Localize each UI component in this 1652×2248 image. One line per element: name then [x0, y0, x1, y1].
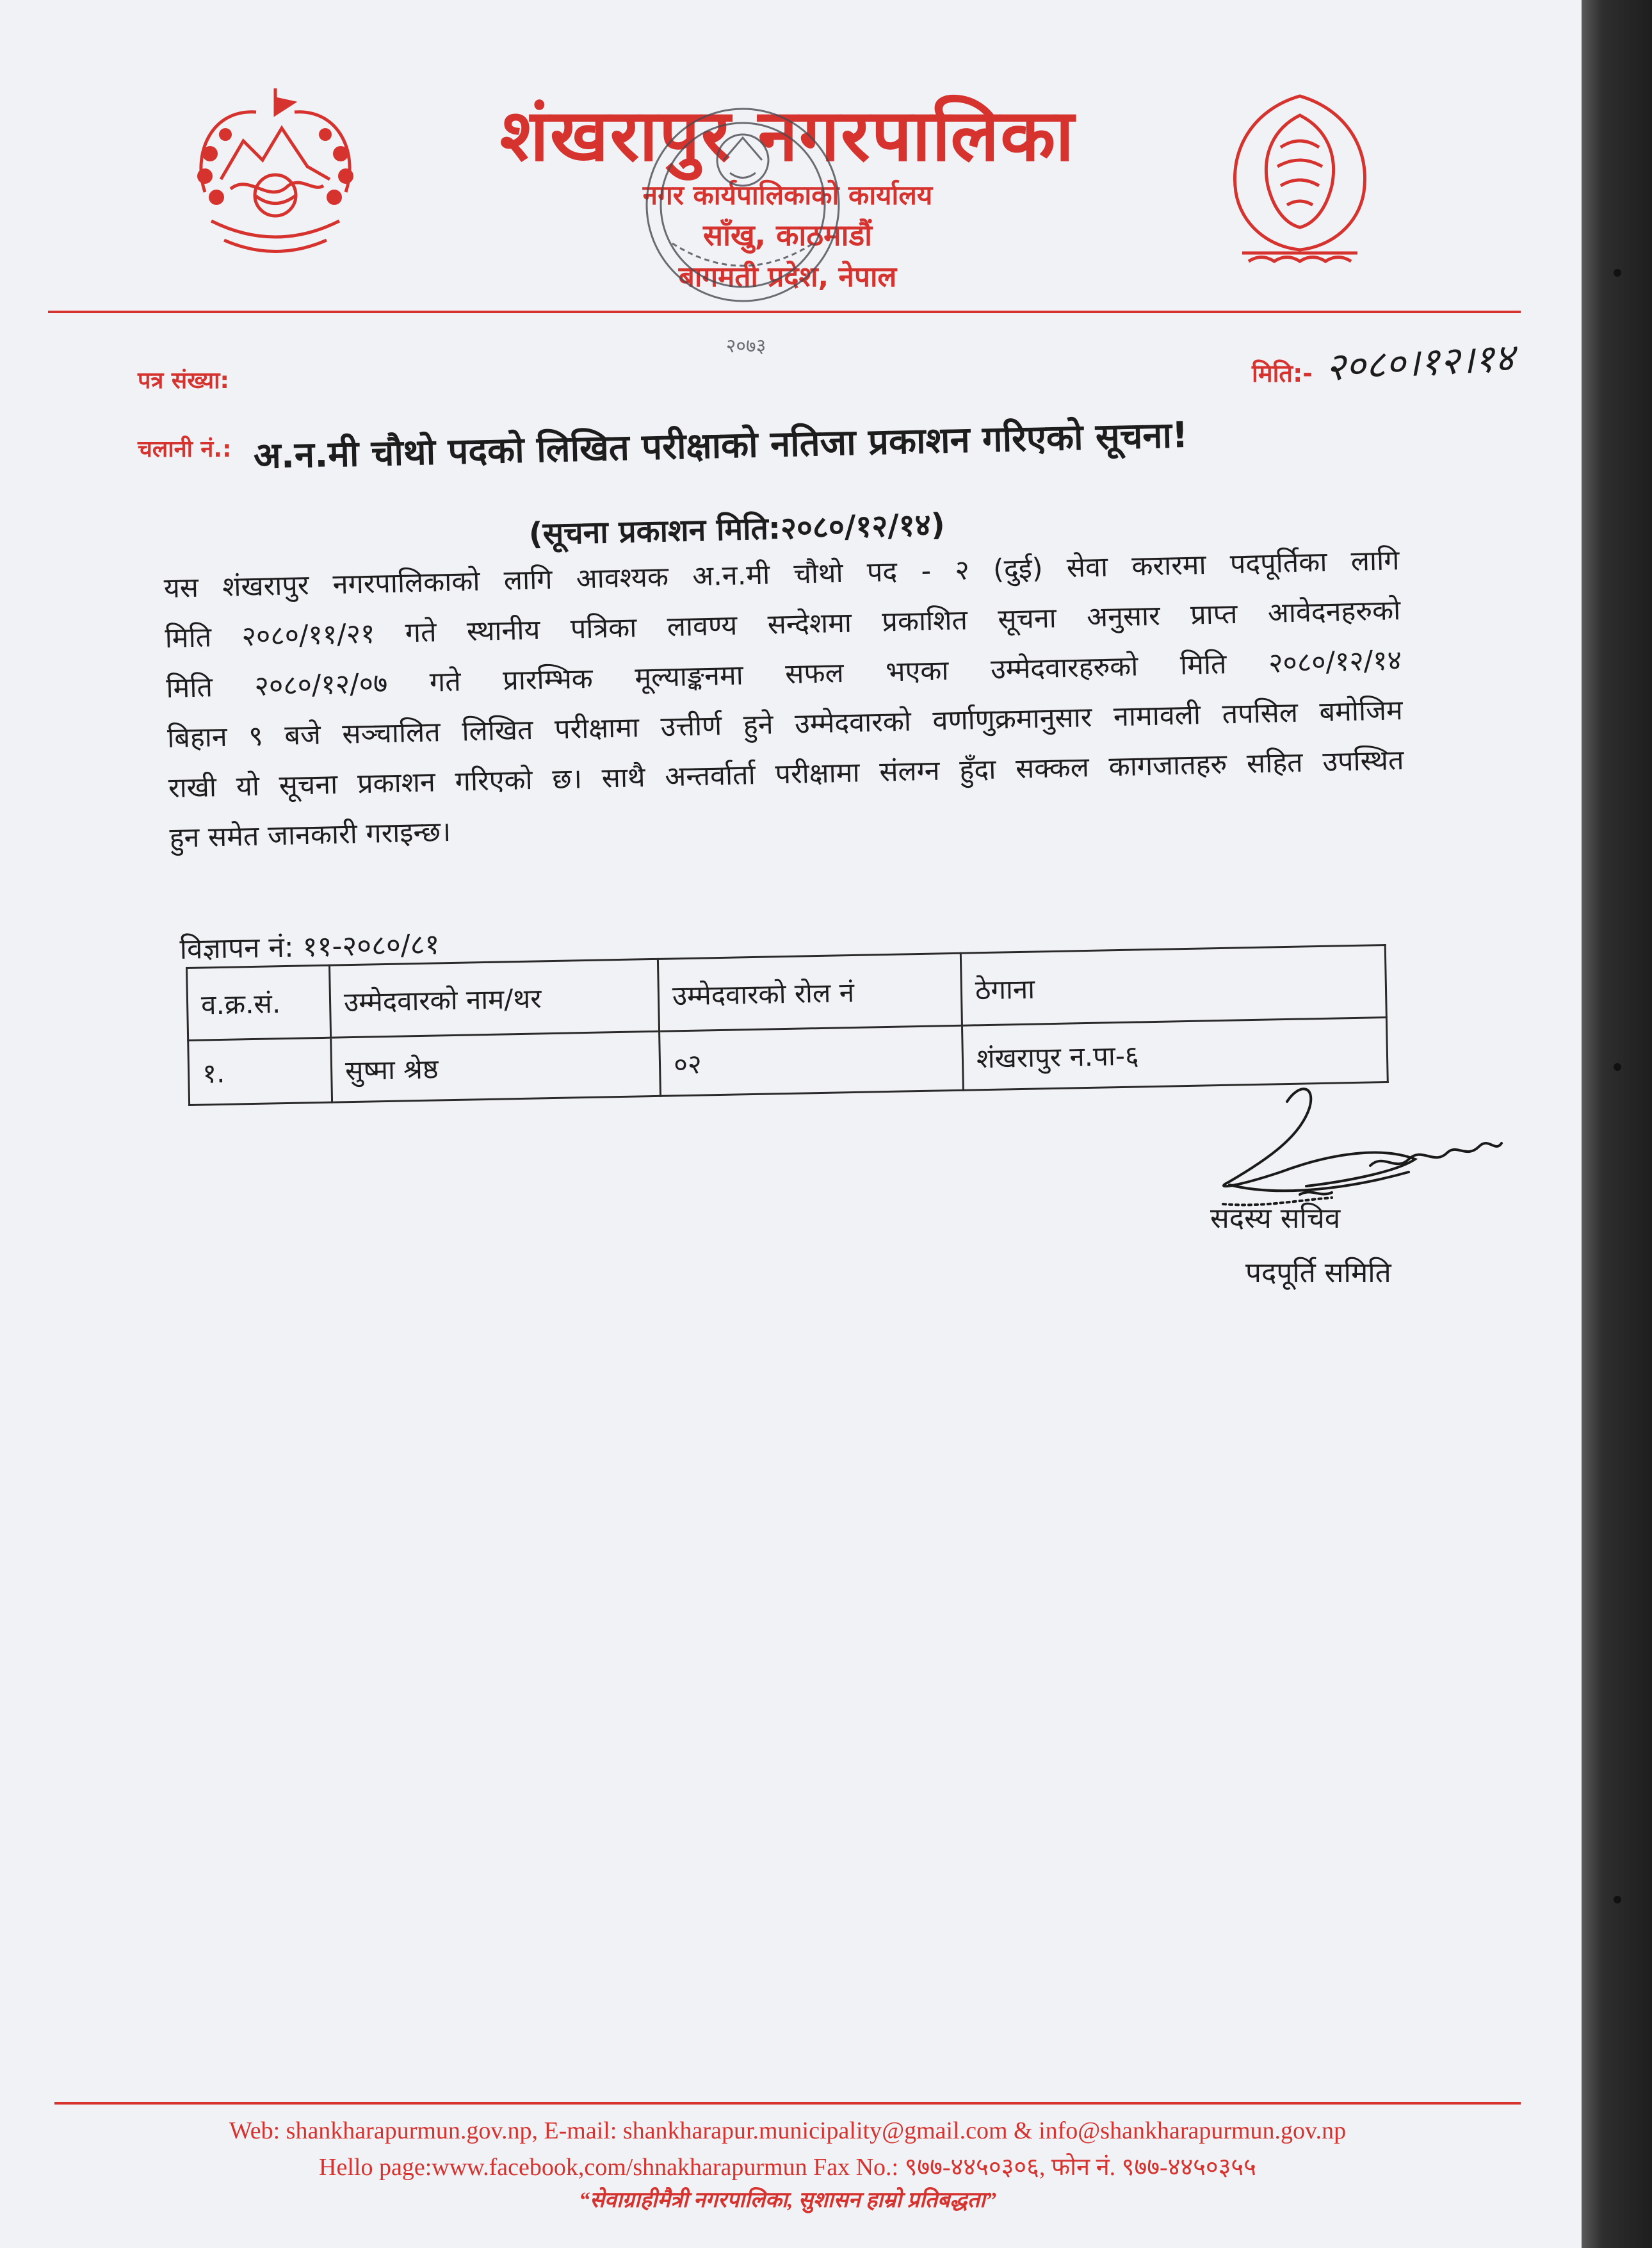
scanner-hole: [1614, 1896, 1621, 1903]
col-roll-header: उम्मेदवारको रोल नं: [658, 953, 962, 1031]
notice-publish-date: (सूचना प्रकाशन मिति:२०८०/१२/१४): [528, 507, 946, 552]
notice-headline: अ.न.मी चौथो पदको लिखित परीक्षाको नतिजा प्रकाशन गरिएको सूचना!: [253, 414, 1189, 477]
conch-shell-logo: [1217, 90, 1383, 269]
advertisement-number: विज्ञापन नं: ११-२०८०/८१: [179, 928, 440, 966]
body-line: मिति २०८०/१२/०७ गते प्रारम्भिक मूल्याङ्कनमा सफल भएका उम्मेदवारहरुको मिति २०८०/१२/१४: [165, 644, 1402, 705]
date-label: मिति:-: [1252, 359, 1313, 387]
handwritten-date: २०८०।१२।१४: [1324, 335, 1516, 390]
letter-number-label: पत्र संख्या:: [138, 368, 229, 394]
letterhead-province: बागमती प्रदेश, नेपाल: [678, 261, 897, 293]
footer-social-line: Hello page:www.facebook,com/shnakharapurmun Fax No.: ९७७-४४५०३०६, फोन नं. ९७७-४४५०३५५: [319, 2154, 1256, 2181]
signatory-committee: पदपूर्ति समिति: [1245, 1257, 1391, 1289]
body-line: बिहान ९ बजे सञ्चालित लिखित परीक्षामा उत्तीर्ण हुने उम्मेदवारको वर्णाणुक्रमानुसार नामावली तपसिल बमोजिम: [166, 694, 1404, 754]
footer-motto: “सेवाग्राहीमैत्री नगरपालिका, सुशासन हाम्रो प्रतिबद्धता”: [579, 2188, 996, 2212]
scanner-edge: [1582, 0, 1652, 2248]
body-line: यस शंखरापुर नगरपालिकाको लागि आवश्यक अ.न.मी चौथो पद - २ (दुई) सेवा करारमा पदपूर्तिका लागि: [163, 544, 1400, 605]
office-seal-stamp: [615, 77, 884, 365]
footer-divider: [54, 2102, 1521, 2105]
col-serial-header: व.क्र.सं.: [187, 965, 331, 1040]
notice-body: [163, 535, 1405, 863]
footer-contact-line: Web: shankharapurmun.gov.np, E-mail: shankharapur.municipality@gmail.com & info@shankharapurmun.gov.np: [229, 2117, 1347, 2144]
letterhead-office: नगर कार्यपालिकाको कार्यालय: [642, 179, 933, 211]
body-line: हुन समेत जानकारी गराइन्छ।: [169, 815, 451, 854]
scanner-hole: [1614, 1063, 1621, 1071]
letterhead-title: शंखरापुर नगरपालिका: [499, 94, 1076, 177]
col-address-header: ठेगाना: [960, 945, 1386, 1026]
cell-name: सुष्मा श्रेष्ठ: [331, 1031, 661, 1102]
cell-address: शंखरापुर न.पा-६: [962, 1018, 1388, 1091]
letterhead-place: साँखु, काठमाडौं: [702, 218, 873, 252]
body-line: मिति २०८०/११/२१ गते स्थानीय पत्रिका लावण्य सन्देशमा प्रकाशित सूचना अनुसार प्राप्त आवेदनहरुको: [165, 594, 1401, 655]
scanner-hole: [1614, 269, 1621, 277]
nepal-emblem-logo: [186, 83, 365, 269]
cell-roll: ०२: [660, 1025, 964, 1096]
svg-text:२०७३: २०७३: [725, 335, 766, 357]
col-name-header: उम्मेदवारको नाम/थर: [329, 959, 659, 1038]
cell-serial: १.: [188, 1038, 332, 1105]
dispatch-number-label: चलानी नं.:: [138, 436, 232, 462]
signatory-role: सदस्य सचिव: [1210, 1202, 1341, 1235]
header-divider: [48, 311, 1521, 313]
body-line: राखी यो सूचना प्रकाशन गरिएको छ। साथै अन्तर्वार्ता परीक्षामा संलग्न हुँदा सक्कल कागजातहरु सहित उपस्थित: [168, 744, 1405, 804]
